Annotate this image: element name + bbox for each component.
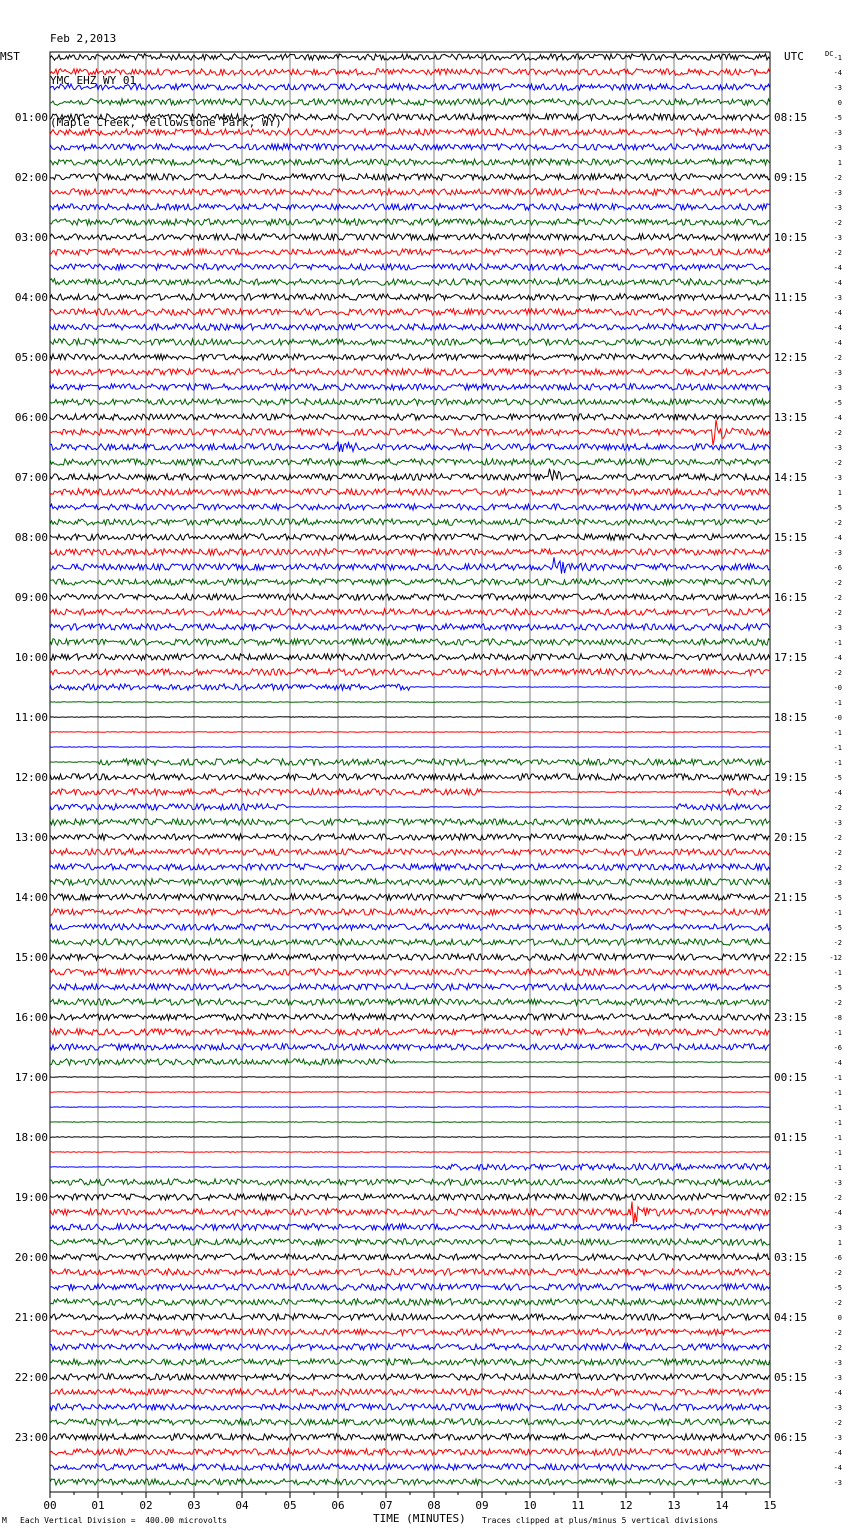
right-hour-label: 03:15 — [774, 1251, 808, 1264]
dc-offset-label: -0 — [833, 684, 842, 692]
dc-offset-label: -3 — [833, 1224, 842, 1232]
trace-row — [50, 1404, 770, 1410]
dc-offset-label: -1 — [833, 1089, 842, 1097]
dc-offset-label: -6 — [833, 1044, 842, 1052]
dc-offset-label: -3 — [833, 549, 842, 557]
dc-offset-label: -2 — [833, 999, 842, 1007]
right-hour-label: 12:15 — [774, 351, 808, 364]
trace-row — [50, 1044, 770, 1050]
dc-offset-label: -2 — [833, 1329, 842, 1337]
dc-offset-label: -3 — [833, 1179, 842, 1187]
dc-offset-label: -2 — [833, 1194, 842, 1202]
dc-offset-label: -12 — [829, 954, 842, 962]
chart-date: Feb 2,2013 — [50, 32, 117, 45]
left-hour-label: 21:00 — [14, 1311, 48, 1324]
trace-row — [50, 1254, 770, 1260]
dc-offset-label: 0 — [837, 1314, 842, 1322]
trace-row — [50, 489, 770, 495]
dc-offset-label: 1 — [837, 1239, 842, 1247]
dc-offset-label: -6 — [833, 564, 842, 572]
right-hour-label: 17:15 — [774, 651, 808, 664]
trace-row — [50, 1449, 770, 1455]
dc-offset-label: -3 — [833, 84, 842, 92]
trace-row — [50, 1374, 770, 1380]
x-tick-label: 15 — [763, 1499, 777, 1512]
dc-offset-label: -1 — [833, 1029, 842, 1037]
x-tick-label: 13 — [667, 1499, 681, 1512]
trace-row — [50, 1164, 770, 1170]
trace-row — [50, 459, 770, 465]
dc-offset-label: -2 — [833, 1419, 842, 1427]
right-hour-label: 06:15 — [774, 1431, 808, 1444]
dc-offset-label: -4 — [833, 339, 842, 347]
dc-offset-label: -3 — [833, 1374, 842, 1382]
dc-offset-label: -1 — [833, 744, 842, 752]
trace-row — [50, 249, 770, 255]
dc-offset-label: -3 — [833, 879, 842, 887]
trace-row — [50, 441, 770, 452]
trace-row — [50, 969, 770, 975]
dc-offset-label: -4 — [833, 1464, 842, 1472]
dc-offset-label: -3 — [833, 444, 842, 452]
trace-row — [50, 174, 770, 180]
trace-row — [50, 324, 770, 330]
left-hour-label: 01:00 — [14, 111, 48, 124]
dc-offset-label: -1 — [833, 1104, 842, 1112]
left-hour-label: 17:00 — [14, 1071, 48, 1084]
dc-offset-label: -2 — [833, 939, 842, 947]
trace-row — [50, 504, 770, 510]
left-hour-label: 14:00 — [14, 891, 48, 904]
right-hour-label: 05:15 — [774, 1371, 808, 1384]
trace-row — [50, 1077, 770, 1078]
chart-station: YMC EHZ WY 01 — [50, 74, 137, 87]
trace-row — [50, 99, 770, 105]
trace-row — [50, 1224, 770, 1230]
dc-offset-label: -2 — [833, 849, 842, 857]
dc-offset-label: -4 — [833, 1209, 842, 1217]
right-hour-label: 16:15 — [774, 591, 808, 604]
right-hour-label: 14:15 — [774, 471, 808, 484]
left-hour-label: 11:00 — [14, 711, 48, 724]
trace-row — [50, 849, 770, 855]
dc-offset-label: -4 — [833, 654, 842, 662]
trace-row — [50, 129, 770, 135]
trace-row — [50, 984, 770, 990]
left-hour-label: 12:00 — [14, 771, 48, 784]
dc-offset-label: -1 — [833, 1164, 842, 1172]
dc-offset-label: -1 — [833, 729, 842, 737]
x-tick-label: 14 — [715, 1499, 729, 1512]
trace-row — [50, 469, 770, 481]
dc-offset-label: -3 — [833, 624, 842, 632]
trace-row — [50, 1122, 770, 1123]
left-hour-label: 15:00 — [14, 951, 48, 964]
trace-row — [50, 399, 770, 405]
trace-row — [50, 1479, 770, 1485]
trace-row — [50, 279, 770, 285]
right-hour-label: 23:15 — [774, 1011, 808, 1024]
dc-offset-label: -2 — [833, 459, 842, 467]
trace-row — [50, 549, 770, 555]
dc-offset-label: 1 — [837, 489, 842, 497]
right-hour-label: 01:15 — [774, 1131, 808, 1144]
trace-row — [50, 189, 770, 195]
trace-row — [50, 1359, 770, 1365]
trace-row — [50, 84, 770, 90]
dc-offset-label: -2 — [833, 249, 842, 257]
dc-offset-label: -3 — [833, 474, 842, 482]
dc-offset-label: -4 — [833, 324, 842, 332]
trace-row — [50, 1202, 770, 1225]
dc-offset-label: -2 — [833, 609, 842, 617]
x-tick-label: 09 — [475, 1499, 489, 1512]
trace-row — [50, 204, 770, 210]
trace-row — [50, 1314, 770, 1320]
trace-row — [50, 1137, 770, 1138]
left-hour-label: 03:00 — [14, 231, 48, 244]
left-hour-label: 10:00 — [14, 651, 48, 664]
dc-offset-label: -5 — [833, 984, 842, 992]
dc-offset-label: -2 — [833, 354, 842, 362]
trace-row — [50, 420, 770, 446]
dc-offset-label: -1 — [833, 54, 842, 62]
right-timezone-label: UTC — [784, 50, 804, 63]
right-hour-label: 13:15 — [774, 411, 808, 424]
dc-offset-label: -1 — [833, 759, 842, 767]
dc-offset-label: -1 — [833, 1134, 842, 1142]
dc-label: DC — [825, 50, 834, 58]
dc-offset-label: -5 — [833, 114, 842, 122]
dc-offset-label: -2 — [833, 594, 842, 602]
right-hour-label: 18:15 — [774, 711, 808, 724]
x-axis-title: TIME (MINUTES) — [373, 1512, 466, 1525]
dc-offset-label: -1 — [833, 699, 842, 707]
trace-row — [50, 594, 770, 600]
trace-row — [50, 144, 770, 150]
x-tick-label: 01 — [91, 1499, 105, 1512]
chart-location: (Maple Creek, Yellowstone Park, WY) — [50, 116, 282, 129]
dc-offset-label: -2 — [833, 429, 842, 437]
trace-row — [50, 654, 770, 660]
trace-row — [50, 717, 770, 718]
x-tick-label: 08 — [427, 1499, 441, 1512]
trace-row — [50, 579, 770, 585]
dc-offset-label: -1 — [833, 969, 842, 977]
dc-offset-label: -2 — [833, 864, 842, 872]
trace-row — [50, 789, 770, 795]
trace-row — [50, 519, 770, 525]
x-tick-label: 05 — [283, 1499, 297, 1512]
dc-offset-label: -3 — [833, 1479, 842, 1487]
trace-row — [50, 669, 770, 675]
dc-offset-label: -2 — [833, 1299, 842, 1307]
dc-offset-label: -3 — [833, 819, 842, 827]
dc-offset-label: -1 — [833, 639, 842, 647]
trace-row — [50, 624, 770, 630]
dc-offset-label: -1 — [833, 1074, 842, 1082]
right-hour-label: 11:15 — [774, 291, 808, 304]
dc-offset-label: -2 — [833, 519, 842, 527]
trace-row — [50, 159, 770, 165]
dc-offset-label: -3 — [833, 1434, 842, 1442]
dc-offset-label: -2 — [833, 579, 842, 587]
trace-row — [50, 999, 770, 1005]
trace-row — [50, 759, 770, 765]
dc-offset-label: -3 — [833, 384, 842, 392]
left-hour-label: 04:00 — [14, 291, 48, 304]
trace-row — [50, 819, 770, 825]
dc-offset-label: -5 — [833, 924, 842, 932]
x-tick-label: 07 — [379, 1499, 393, 1512]
dc-offset-label: -3 — [833, 204, 842, 212]
trace-row — [50, 864, 770, 870]
trace-row — [50, 924, 770, 930]
trace-row — [50, 69, 770, 75]
x-tick-label: 00 — [43, 1499, 57, 1512]
dc-offset-label: -4 — [833, 1389, 842, 1397]
clip-note: Traces clipped at plus/minus 5 vertical divisions — [482, 1516, 719, 1525]
trace-row — [50, 1344, 770, 1350]
right-hour-label: 21:15 — [774, 891, 808, 904]
trace-row — [50, 1284, 770, 1290]
x-tick-label: 11 — [571, 1499, 585, 1512]
trace-row — [50, 1434, 770, 1440]
x-tick-label: 06 — [331, 1499, 345, 1512]
trace-row — [50, 354, 770, 360]
dc-offset-label: -4 — [833, 264, 842, 272]
dc-offset-label: -2 — [833, 834, 842, 842]
trace-row — [50, 939, 770, 945]
dc-offset-label: -5 — [833, 1284, 842, 1292]
dc-offset-label: -4 — [833, 279, 842, 287]
dc-offset-label: -2 — [833, 174, 842, 182]
trace-row — [50, 1179, 770, 1185]
left-hour-label: 20:00 — [14, 1251, 48, 1264]
trace-row — [50, 747, 770, 748]
dc-offset-label: -3 — [833, 234, 842, 242]
left-hour-label: 07:00 — [14, 471, 48, 484]
trace-row — [50, 1152, 770, 1153]
trace-row — [50, 369, 770, 375]
corner-mark: M — [2, 1516, 7, 1525]
right-hour-label: 10:15 — [774, 231, 808, 244]
dc-offset-label: -2 — [833, 669, 842, 677]
left-hour-label: 16:00 — [14, 1011, 48, 1024]
dc-offset-label: -3 — [833, 369, 842, 377]
dc-offset-label: -0 — [833, 714, 842, 722]
trace-row — [50, 1419, 770, 1425]
dc-offset-label: -8 — [833, 1014, 842, 1022]
dc-offset-label: -3 — [833, 294, 842, 302]
right-hour-label: 09:15 — [774, 171, 808, 184]
x-tick-label: 02 — [139, 1499, 153, 1512]
right-hour-label: 00:15 — [774, 1071, 808, 1084]
x-tick-label: 04 — [235, 1499, 249, 1512]
trace-row — [50, 639, 770, 645]
right-hour-label: 19:15 — [774, 771, 808, 784]
left-hour-label: 08:00 — [14, 531, 48, 544]
dc-offset-label: -2 — [833, 1344, 842, 1352]
trace-row — [50, 774, 770, 780]
trace-row — [50, 702, 770, 703]
trace-row — [50, 879, 770, 885]
trace-row — [50, 339, 770, 345]
trace-row — [50, 1014, 770, 1020]
trace-row — [50, 534, 770, 540]
right-hour-label: 15:15 — [774, 531, 808, 544]
dc-offset-label: -3 — [833, 189, 842, 197]
trace-row — [50, 384, 770, 390]
trace-row — [50, 1329, 770, 1335]
left-hour-label: 19:00 — [14, 1191, 48, 1204]
right-hour-label: 02:15 — [774, 1191, 808, 1204]
dc-offset-label: -1 — [833, 909, 842, 917]
left-hour-label: 22:00 — [14, 1371, 48, 1384]
dc-offset-label: -3 — [833, 129, 842, 137]
trace-row — [50, 557, 770, 573]
trace-row — [50, 894, 770, 900]
trace-row — [50, 264, 770, 270]
dc-offset-label: -2 — [833, 219, 842, 227]
dc-offset-label: -5 — [833, 504, 842, 512]
left-hour-label: 06:00 — [14, 411, 48, 424]
trace-row — [50, 219, 770, 225]
x-tick-label: 03 — [187, 1499, 201, 1512]
dc-offset-label: -5 — [833, 399, 842, 407]
trace-row — [50, 1269, 770, 1275]
dc-offset-label: -4 — [833, 69, 842, 77]
left-hour-label: 18:00 — [14, 1131, 48, 1144]
dc-offset-label: -3 — [833, 1359, 842, 1367]
dc-offset-label: -4 — [833, 414, 842, 422]
trace-row — [50, 1107, 770, 1108]
dc-offset-label: -2 — [833, 804, 842, 812]
dc-offset-label: -4 — [833, 789, 842, 797]
right-hour-label: 20:15 — [774, 831, 808, 844]
left-hour-label: 09:00 — [14, 591, 48, 604]
trace-row — [50, 1092, 770, 1093]
x-tick-label: 10 — [523, 1499, 537, 1512]
left-timezone-label: MST — [0, 50, 20, 63]
trace-row — [50, 732, 770, 733]
dc-offset-label: -4 — [833, 534, 842, 542]
dc-offset-label: 1 — [837, 159, 842, 167]
trace-row — [50, 1059, 770, 1065]
left-hour-label: 05:00 — [14, 351, 48, 364]
dc-offset-label: 0 — [837, 99, 842, 107]
scale-note: Each Vertical Division = 400.00 microvolts — [20, 1516, 228, 1525]
trace-row — [50, 1029, 770, 1035]
trace-row — [50, 609, 770, 615]
trace-row — [50, 114, 770, 120]
trace-row — [50, 1464, 770, 1470]
dc-offset-label: -2 — [833, 1269, 842, 1277]
right-hour-label: 08:15 — [774, 111, 808, 124]
dc-offset-label: -6 — [833, 1254, 842, 1262]
dc-offset-label: -5 — [833, 774, 842, 782]
trace-row — [50, 1194, 770, 1200]
trace-row — [50, 1299, 770, 1305]
trace-row — [50, 294, 770, 300]
trace-row — [50, 684, 770, 690]
right-hour-label: 22:15 — [774, 951, 808, 964]
dc-offset-label: -3 — [833, 144, 842, 152]
trace-row — [50, 909, 770, 915]
x-tick-label: 12 — [619, 1499, 633, 1512]
dc-offset-label: -5 — [833, 894, 842, 902]
trace-row — [50, 804, 770, 810]
left-hour-label: 23:00 — [14, 1431, 48, 1444]
trace-row — [50, 309, 770, 315]
dc-offset-label: -3 — [833, 1404, 842, 1412]
left-hour-label: 13:00 — [14, 831, 48, 844]
dc-offset-label: -1 — [833, 1149, 842, 1157]
trace-row — [50, 954, 770, 960]
left-hour-label: 02:00 — [14, 171, 48, 184]
trace-row — [50, 414, 770, 420]
trace-row — [50, 234, 770, 240]
dc-offset-label: -4 — [833, 1059, 842, 1067]
trace-row — [50, 1239, 770, 1245]
dc-offset-label: -4 — [833, 1449, 842, 1457]
trace-row — [50, 834, 770, 840]
dc-offset-label: -4 — [833, 309, 842, 317]
trace-row — [50, 54, 770, 60]
right-hour-label: 04:15 — [774, 1311, 808, 1324]
dc-offset-label: -1 — [833, 1119, 842, 1127]
trace-row — [50, 1389, 770, 1395]
